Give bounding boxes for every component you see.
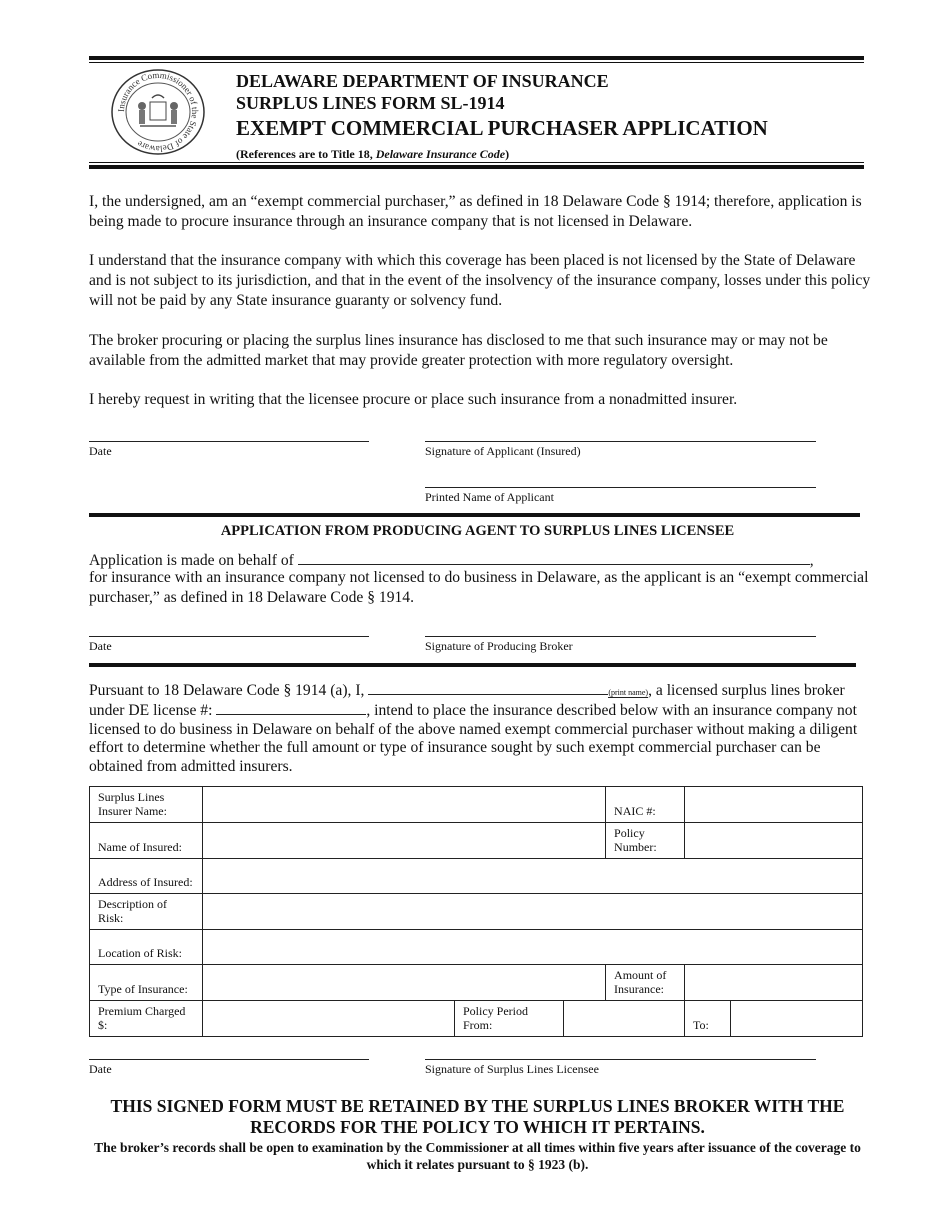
- applicant-signature-label: Signature of Applicant (Insured): [425, 444, 581, 458]
- name-of-insured-field[interactable]: [203, 823, 606, 859]
- premium-label: Premium Charged $:: [90, 1001, 203, 1037]
- state-seal-icon: [110, 68, 206, 156]
- license-number-blank[interactable]: [216, 700, 366, 715]
- applicant-printed-name-line[interactable]: [425, 487, 816, 488]
- intro-paragraph-1: I, the undersigned, am an “exempt commercial purchaser,” as defined in 18 Delaware Code § 1914; therefore, application is being made to procure insurance through an insurance company that is not licensed in Delaware.: [89, 193, 862, 230]
- period-to-field[interactable]: [731, 1001, 863, 1037]
- pursuant-first-line: Pursuant to 18 Delaware Code § 1914 (a), I, (print name), a licensed surplus lines broker: [89, 682, 845, 699]
- licensee-date-label: Date: [89, 1062, 112, 1076]
- insurer-name-field[interactable]: [203, 787, 606, 823]
- naic-label: NAIC #:: [606, 787, 685, 823]
- seal-text: Insurance Commissioner of the State of Delaware: [115, 69, 201, 155]
- address-label: Address of Insured:: [90, 859, 203, 894]
- applicant-signature-line[interactable]: [425, 441, 816, 442]
- header-bottom-rule-thick: [89, 165, 864, 169]
- agent-body-text: for insurance with an insurance company not licensed to do business in Delaware, as the applicant is an “exempt commercial purchaser,” as defined in 18 Delaware Code § 1914.: [89, 569, 869, 606]
- licensee-signature-label: Signature of Surplus Lines Licensee: [425, 1062, 599, 1076]
- table-row: [90, 787, 863, 823]
- location-label: Location of Risk:: [90, 930, 203, 965]
- examination-notice: The broker’s records shall be open to examination by the Commissioner at all times within five years after issuance of the coverage to which it relates pursuant to § 1923 (b).: [94, 1140, 861, 1172]
- policy-number-label: Policy Number:: [606, 823, 685, 859]
- description-label: Description of Risk:: [90, 894, 203, 930]
- licensee-date-line[interactable]: [89, 1059, 369, 1060]
- premium-field[interactable]: [203, 1001, 455, 1037]
- intro-paragraph-2: I understand that the insurance company with which this coverage has been placed is not licensed by the State of Delaware and is not subject to its jurisdiction, and that in the event of the insolvency of the insurance company, losses under this policy will not be paid by any State insurance guaranty or solvency fund.: [89, 252, 871, 309]
- retention-notice: THIS SIGNED FORM MUST BE RETAINED BY THE SURPLUS LINES BROKER WITH THE RECORDS FOR THE POLICY TO WHICH IT PERTAINS.: [110, 1096, 845, 1137]
- address-field[interactable]: [203, 859, 863, 894]
- intro-paragraph-3: The broker procuring or placing the surplus lines insurance has disclosed to me that such insurance may or may not be available from the admitted market that may provide greater protection with more regulatory oversight.: [89, 332, 828, 369]
- table-row: [90, 859, 863, 894]
- pursuant-body: under DE license #: , intend to place the insurance described below with an insurance company not licensed to do business in Delaware on behalf of the above named exempt commercial purchaser without making a diligent effort to determine whether the full amount or type of insurance sought by such exempt commercial purchaser can be obtained from admitted insurers.: [89, 702, 858, 775]
- to-label: To:: [685, 1001, 731, 1037]
- agent-section-heading: APPLICATION FROM PRODUCING AGENT TO SURPLUS LINES LICENSEE: [220, 523, 735, 539]
- insurer-name-label: Surplus Lines Insurer Name:: [90, 787, 203, 823]
- naic-field[interactable]: [685, 787, 863, 823]
- period-from-label: Policy Period From:: [455, 1001, 564, 1037]
- policy-info-table: [89, 786, 863, 1037]
- code-reference-italic: Delaware Insurance Code: [375, 147, 506, 161]
- table-row: [90, 894, 863, 930]
- agent-date-label: Date: [89, 639, 112, 653]
- table-row: [90, 823, 863, 859]
- broker-signature-label: Signature of Producing Broker: [425, 639, 573, 653]
- behalf-blank[interactable]: [298, 550, 810, 565]
- applicant-printed-name-label: Printed Name of Applicant: [425, 490, 554, 504]
- agent-date-line[interactable]: [89, 636, 369, 637]
- applicant-date-line[interactable]: [89, 441, 369, 442]
- form-number: SURPLUS LINES FORM SL-1914: [236, 93, 505, 113]
- amount-field[interactable]: [685, 965, 863, 1001]
- pursuant-section-rule: [89, 663, 856, 667]
- agent-section-rule: [89, 513, 860, 517]
- type-label: Type of Insurance:: [90, 965, 203, 1001]
- print-name-hint: (print name): [608, 688, 649, 697]
- policy-number-field[interactable]: [685, 823, 863, 859]
- amount-label: Amount of Insurance:: [606, 965, 685, 1001]
- intro-paragraph-4: I hereby request in writing that the licensee procure or place such insurance from a nonadmitted insurer.: [89, 391, 738, 408]
- header-bottom-rule-thin: [89, 162, 864, 163]
- department-title: DELAWARE DEPARTMENT OF INSURANCE: [236, 71, 609, 91]
- code-reference: (References are to Title 18, Delaware Insurance Code): [236, 147, 510, 161]
- broker-name-blank[interactable]: [368, 680, 608, 695]
- header-top-rule-thick: [89, 56, 864, 60]
- behalf-prefix: Application is made on behalf of: [89, 552, 294, 569]
- broker-signature-line[interactable]: [425, 636, 816, 637]
- licensee-signature-line[interactable]: [425, 1059, 816, 1060]
- period-from-field[interactable]: [564, 1001, 685, 1037]
- description-field[interactable]: [203, 894, 863, 930]
- table-row: [90, 930, 863, 965]
- form-title: EXEMPT COMMERCIAL PURCHASER APPLICATION: [236, 116, 768, 140]
- table-row: [90, 965, 863, 1001]
- type-field[interactable]: [203, 965, 606, 1001]
- table-row: [90, 1001, 863, 1037]
- header-top-rule-thin: [89, 62, 864, 63]
- location-field[interactable]: [203, 930, 863, 965]
- behalf-line: Application is made on behalf of ,: [89, 552, 814, 569]
- applicant-date-label: Date: [89, 444, 112, 458]
- name-of-insured-label: Name of Insured:: [90, 823, 203, 859]
